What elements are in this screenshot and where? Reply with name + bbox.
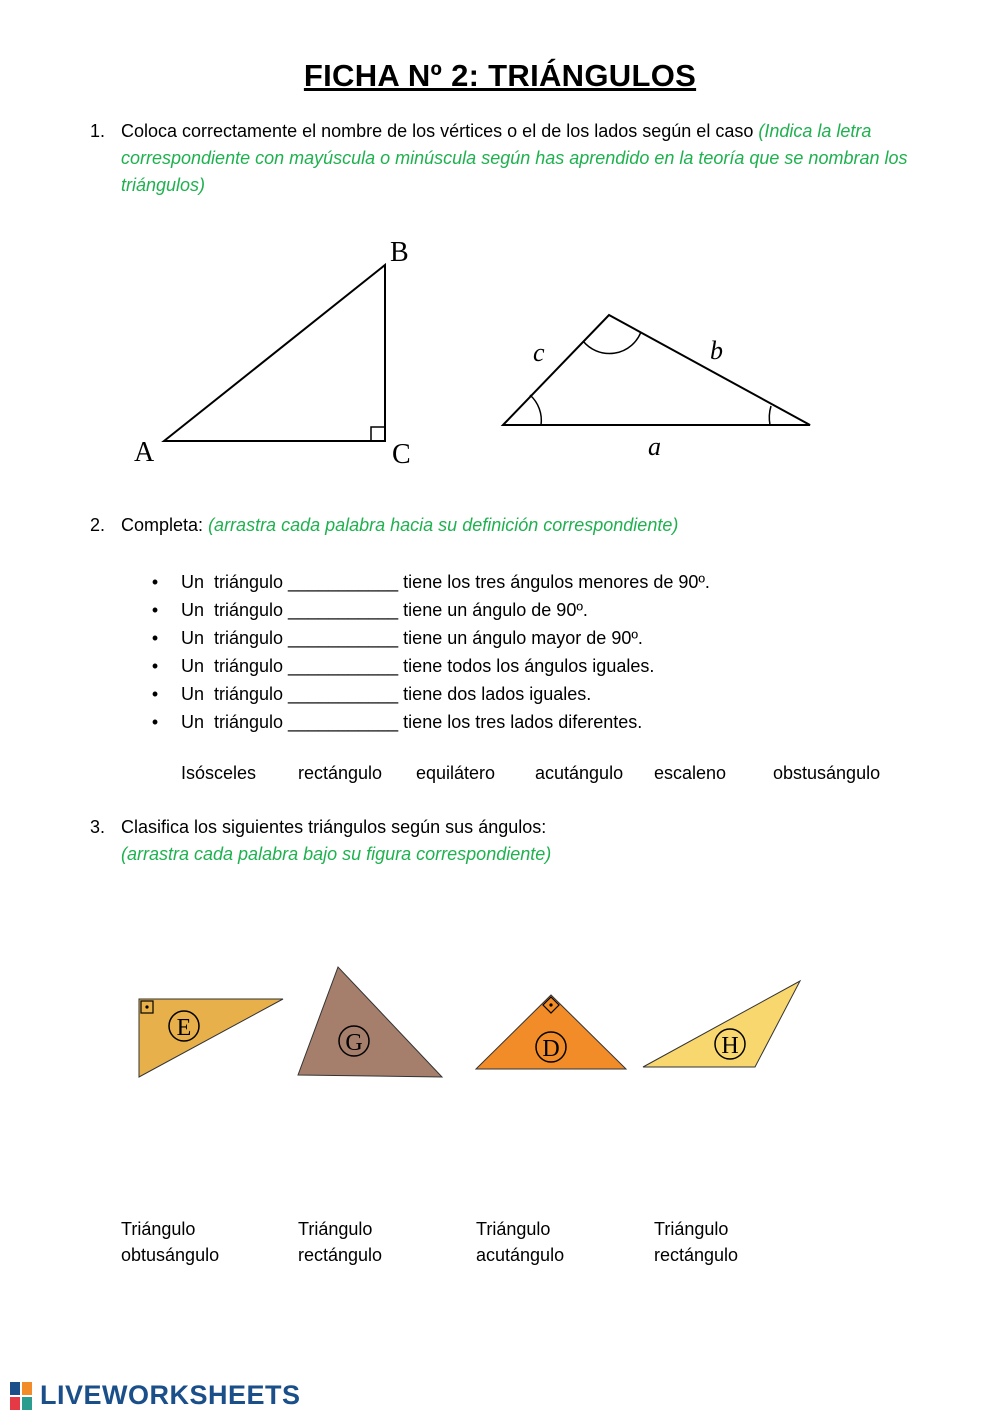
list-item xyxy=(148,568,710,596)
label-line: Triángulo xyxy=(298,1219,373,1239)
vertex-label-b[interactable]: B xyxy=(390,237,409,268)
triangle-letter-d: D xyxy=(542,1036,560,1062)
question-hint: (arrastra cada palabra hacia su definición correspondiente) xyxy=(208,515,679,535)
triangle-d xyxy=(476,995,626,1069)
triangle-letter-e: E xyxy=(176,1015,192,1041)
drag-word-equilatero[interactable]: equilátero xyxy=(416,763,496,783)
list-item xyxy=(148,624,643,652)
question-number: 1. xyxy=(90,121,106,141)
triangle-sides-figure xyxy=(495,305,825,475)
liveworksheets-logo xyxy=(10,1380,310,1410)
definition-text[interactable]: Un triángulo ___________ tiene los tres lados diferentes. xyxy=(181,712,643,732)
bullet: • xyxy=(151,712,159,732)
right-angle-mark xyxy=(371,427,385,441)
definition-text[interactable]: Un triángulo ___________ tiene dos lados iguales. xyxy=(181,684,592,704)
drop-label-3[interactable] xyxy=(476,1216,564,1268)
bullet: • xyxy=(151,600,159,620)
vertex-label-a[interactable]: A xyxy=(134,437,155,468)
definition-text[interactable]: Un triángulo ___________ tiene un ángulo de 90º. xyxy=(181,600,588,620)
liveworksheets-logo-icon xyxy=(10,1382,32,1410)
list-item xyxy=(148,680,592,708)
label-line: rectángulo xyxy=(298,1245,383,1265)
drag-word-isosceles[interactable]: Isósceles xyxy=(181,763,257,783)
label-line: rectángulo xyxy=(654,1245,739,1265)
drop-label-1[interactable] xyxy=(121,1216,219,1268)
page-title: FICHA Nº 2: TRIÁNGULOS xyxy=(303,58,697,93)
question-3 xyxy=(90,814,941,868)
question-text: Coloca correctamente el nombre de los vértices o el de los lados según el caso xyxy=(121,121,754,141)
triangle-e xyxy=(139,999,283,1077)
list-item xyxy=(148,596,588,624)
question-text: Completa: xyxy=(121,515,204,535)
drag-word-acutangulo[interactable]: acutángulo xyxy=(535,763,624,783)
question-text: Clasifica los siguientes triángulos según sus ángulos: xyxy=(121,817,547,837)
definition-text[interactable]: Un triángulo ___________ tiene un ángulo mayor de 90º. xyxy=(181,628,643,648)
vertex-label-c[interactable]: C xyxy=(392,439,411,470)
label-line: Triángulo xyxy=(121,1219,196,1239)
angle-arc-right xyxy=(769,406,771,425)
brand-name: LIVEWORKSHEETS xyxy=(40,1380,301,1410)
triangle-letter-h: H xyxy=(721,1033,739,1059)
side-label-c[interactable]: c xyxy=(533,338,545,367)
label-line: acutángulo xyxy=(476,1245,565,1265)
triangle-letter-g: G xyxy=(345,1030,363,1056)
label-line: Triángulo xyxy=(654,1219,729,1239)
drag-word-rectangulo[interactable]: rectángulo xyxy=(298,763,383,783)
triangle-abc-sides xyxy=(503,315,810,425)
question-1 xyxy=(90,118,941,199)
label-line: Triángulo xyxy=(476,1219,551,1239)
drop-label-4[interactable] xyxy=(654,1216,738,1268)
question-hint: (arrastra cada palabra bajo su figura correspondiente) xyxy=(121,844,552,864)
list-item xyxy=(148,708,643,736)
definition-text[interactable]: Un triángulo ___________ tiene todos los ángulos iguales. xyxy=(181,656,655,676)
question-2 xyxy=(90,512,941,539)
question-number: 2. xyxy=(90,515,106,535)
drag-word-escaleno[interactable]: escaleno xyxy=(654,763,727,783)
bullet: • xyxy=(151,572,159,592)
question-number: 3. xyxy=(90,817,106,837)
triangle-g xyxy=(298,967,442,1077)
triangle-h xyxy=(643,981,800,1067)
side-label-a[interactable]: a xyxy=(648,432,661,461)
angle-arc-top xyxy=(583,332,641,354)
label-line: obtusángulo xyxy=(121,1245,220,1265)
list-item xyxy=(148,652,655,680)
triangle-abc xyxy=(164,265,385,441)
drag-word-obstusangulo[interactable]: obstusángulo xyxy=(773,763,881,783)
angle-arc-left xyxy=(530,395,541,425)
question-hint: (Indica la letra correspondiente con mayúscula o minúscula según has aprendido en la teoría que se nombran los triángulos) xyxy=(121,121,908,195)
bullet: • xyxy=(151,628,159,648)
definition-text[interactable]: Un triángulo ___________ tiene los tres ángulos menores de 90º. xyxy=(181,572,710,592)
bullet: • xyxy=(151,656,159,676)
side-label-b[interactable]: b xyxy=(710,336,723,365)
bullet: • xyxy=(151,684,159,704)
classify-triangles-figure xyxy=(125,955,815,1090)
drop-label-2[interactable] xyxy=(298,1216,382,1268)
right-triangle-abc-figure xyxy=(120,225,430,475)
definition-list xyxy=(148,568,710,736)
